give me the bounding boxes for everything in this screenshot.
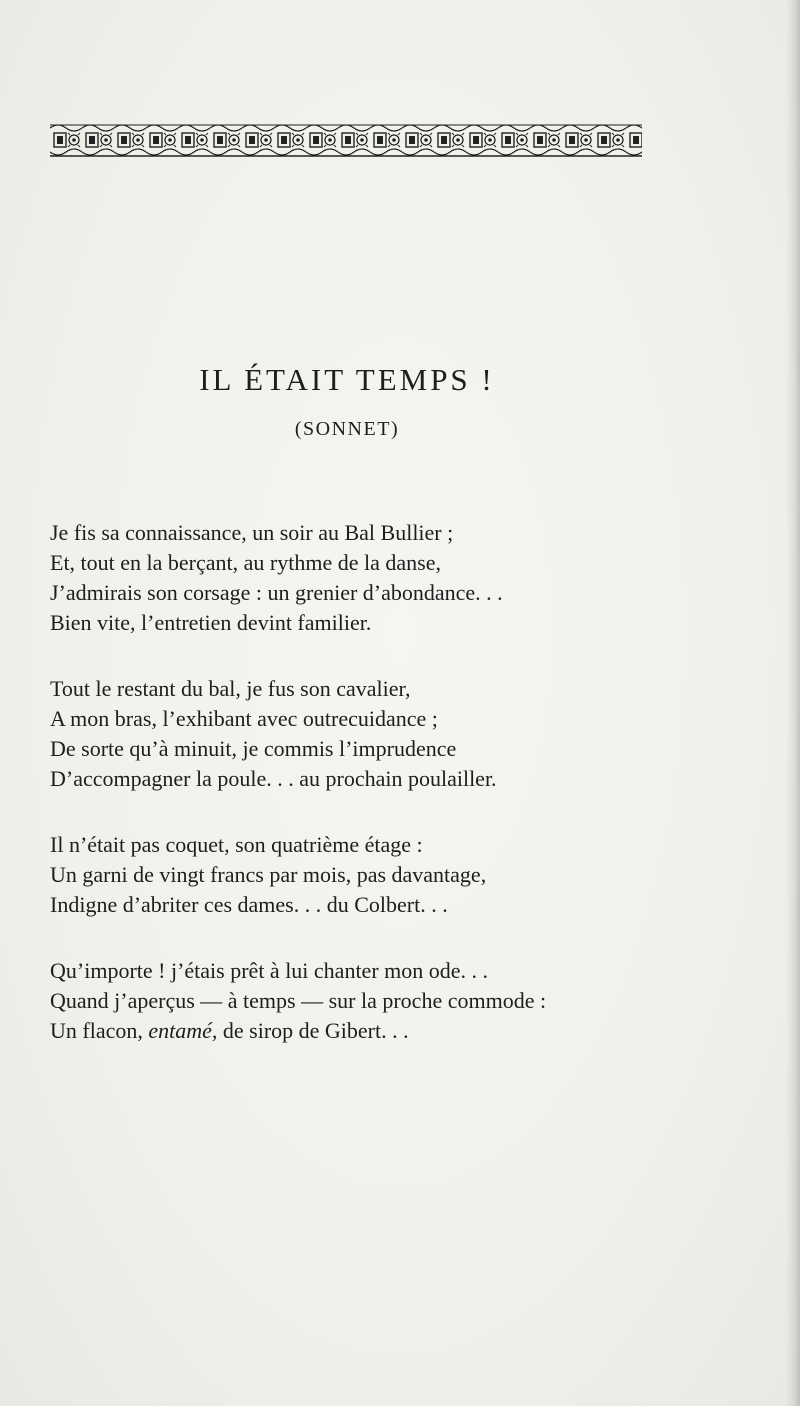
poem-line: Indigne d’abriter ces dames. . . du Colbert. . . [50, 892, 448, 917]
poem-body [50, 518, 650, 1082]
poem-last-line-start: Un flacon, [50, 1018, 149, 1043]
poem-line: De sorte qu’à minuit, je commis l’imprudence [50, 736, 457, 761]
decorative-header-band [50, 122, 642, 158]
poem-line: Quand j’aperçus — à temps — sur la proche commode : [50, 988, 547, 1013]
poem-line: Un garni de vingt francs par mois, pas davantage, [50, 862, 487, 887]
poem-line: Tout le restant du bal, je fus son cavalier, [50, 676, 411, 701]
poem-line: A mon bras, l’exhibant avec outrecuidance ; [50, 706, 438, 731]
poem-line: Je fis sa connaissance, un soir au Bal Bullier ; [50, 520, 454, 545]
stanza-4 [50, 956, 650, 1046]
stanza-3 [50, 830, 650, 920]
poem-line: D’accompagner la poule. . . au prochain poulailler. [50, 766, 497, 791]
poem-last-line-end: de sirop de Gibert. . . [217, 1018, 409, 1043]
stanza-1 [50, 518, 650, 638]
poem-line: Il n’était pas coquet, son quatrième étage : [50, 832, 423, 857]
stanza-2 [50, 674, 650, 794]
poem-title: IL ÉTAIT TEMPS ! [199, 362, 495, 397]
poem-line: Et, tout en la berçant, au rythme de la danse, [50, 550, 441, 575]
poem-subtitle: (SONNET) [294, 418, 400, 440]
poem-italic-word: entamé, [148, 1018, 218, 1043]
poem-last-line [50, 1016, 650, 1046]
page-gutter-shadow [786, 0, 800, 1406]
poem-line: Bien vite, l’entretien devint familier. [50, 610, 372, 635]
poem-line: Qu’importe ! j’étais prêt à lui chanter mon ode. . . [50, 958, 489, 983]
poem-line: J’admirais son corsage : un grenier d’abondance. . . [50, 580, 503, 605]
